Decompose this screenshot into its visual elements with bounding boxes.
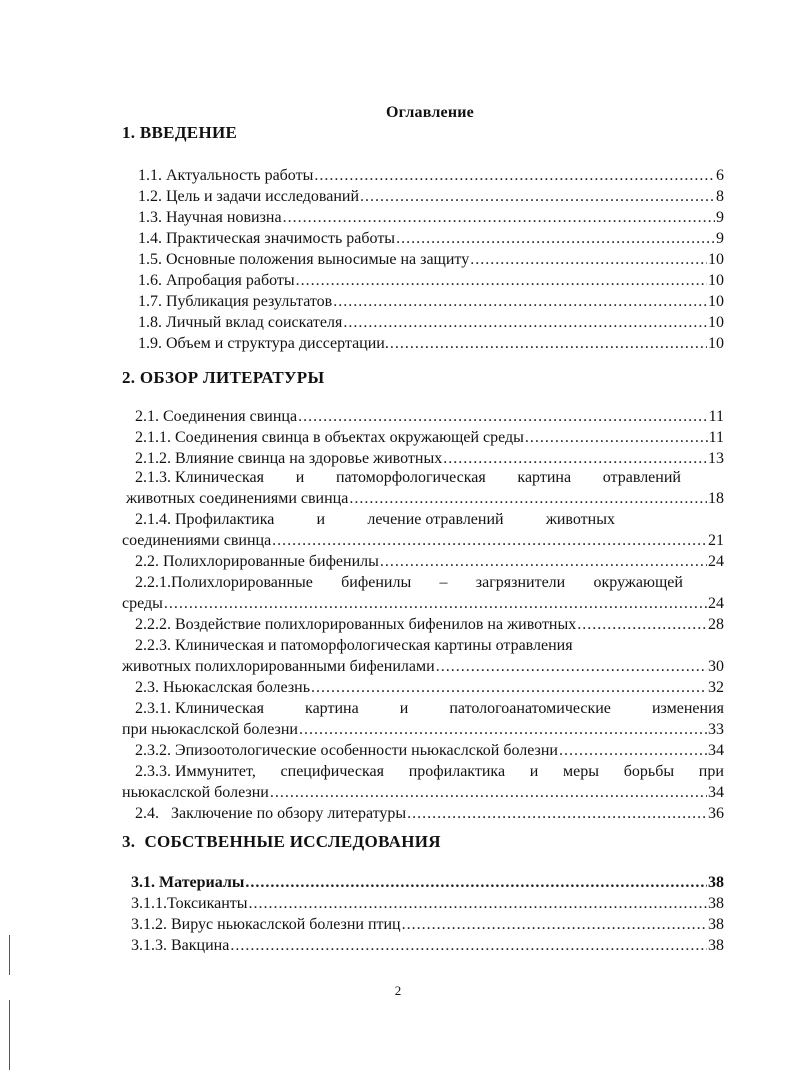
toc-entry-wrapped-line[interactable]: 2.3.1. Клиническая картина и патологоанатомические изменения [135, 700, 724, 717]
toc-entry[interactable] [135, 678, 724, 698]
toc-entry-page: 11 [708, 429, 724, 446]
page-number: 2 [394, 983, 402, 998]
toc-entry[interactable] [138, 271, 724, 291]
toc-entry-label: при ньюкаслской болезни [122, 721, 298, 738]
toc-entry-label: 1.3. Научная новизна [138, 209, 282, 226]
toc-entry[interactable] [131, 873, 724, 893]
toc-entry[interactable] [135, 804, 724, 824]
toc-entry-page: 11 [708, 408, 724, 425]
toc-entry-label: 3.1. Материалы [131, 874, 245, 891]
toc-entry-page: 10 [708, 335, 724, 352]
toc-entry-label: 1.4. Практическая значимость работы [138, 230, 396, 247]
toc-entry[interactable] [131, 894, 724, 914]
toc-entry[interactable] [135, 741, 724, 761]
toc-entry-wrapped-line[interactable]: 2.1.3. Клиническая и патоморфологическая картина отравлений [135, 469, 681, 486]
toc-entry-label: 1.2. Цель и задачи исследований [138, 188, 360, 205]
toc-entry-label: 2.3. Ньюкаслская болезнь [135, 679, 311, 696]
toc-entry[interactable] [135, 428, 724, 448]
toc-entry[interactable] [122, 657, 724, 677]
toc-entry-label: 1.8. Личный вклад соискателя [138, 314, 343, 331]
toc-entry-label: 2.2. Полихлорированные бифенилы [135, 553, 379, 570]
toc-entry-label: 1.1. Актуальность работы [138, 167, 314, 184]
toc-entry-page: 10 [708, 314, 724, 331]
toc-entry-wrapped-line[interactable]: 2.3.3. Иммунитет, специфическая профилактика и меры борьбы при [135, 763, 724, 780]
toc-entry[interactable] [122, 594, 724, 614]
section-heading-literature-review: 2. ОБЗОР ЛИТЕРАТУРЫ [122, 368, 325, 387]
toc-entry-page: 30 [708, 658, 724, 675]
toc-entry-label: ньюкаслской болезни [122, 784, 269, 801]
toc-entry-page: 10 [708, 272, 724, 289]
toc-entry-page: 24 [708, 553, 724, 570]
toc-entry-page: 9 [716, 209, 724, 226]
toc-entry-page: 38 [708, 895, 724, 912]
toc-entry-page: 32 [708, 679, 724, 696]
scan-margin-mark [9, 935, 10, 975]
toc-entry-page: 38 [708, 937, 724, 954]
toc-entry-label: 1.9. Объем и структура диссертации. [138, 335, 389, 352]
toc-entry-label: 2.4. Заключение по обзору литературы [135, 805, 407, 822]
toc-entry-page: 13 [708, 450, 724, 467]
section-heading-introduction: 1. ВВЕДЕНИЕ [122, 123, 238, 142]
toc-entry-page: 34 [708, 742, 724, 759]
toc-title: Оглавление [386, 104, 474, 121]
toc-entry-label: 3.1.2. Вирус ньюкаслской болезни птиц [131, 916, 401, 933]
toc-entry[interactable] [138, 292, 724, 312]
section-heading-own-research: 3. СОБСТВЕННЫЕ ИССЛЕДОВАНИЯ [122, 832, 441, 851]
toc-entry-label: 1.7. Публикация результатов [138, 293, 333, 310]
toc-entry[interactable] [138, 166, 724, 186]
toc-entry-page: 10 [708, 293, 724, 310]
toc-entry-page: 18 [708, 490, 724, 507]
toc-entry-label: 3.1.3. Вакцина [131, 937, 230, 954]
toc-entry-label: 2.2.2. Воздействие полихлорированных бифенилов на животных [135, 616, 577, 633]
toc-entry-page: 21 [708, 532, 724, 549]
toc-entry-wrapped-line[interactable]: 2.1.4. Профилактика и лечение отравлений животных [135, 511, 615, 528]
toc-entry-page: 10 [708, 251, 724, 268]
toc-entry[interactable] [131, 915, 724, 935]
toc-entry[interactable] [138, 334, 724, 354]
toc-entry[interactable] [138, 208, 724, 228]
toc-entry-page: 34 [708, 784, 724, 801]
toc-entry[interactable] [122, 783, 724, 803]
toc-entry-page: 38 [708, 874, 724, 891]
toc-entry[interactable] [135, 552, 724, 572]
toc-entry[interactable] [126, 489, 724, 509]
toc-entry-page: 6 [716, 167, 724, 184]
toc-entry-label: 1.5. Основные положения выносимые на защиту [138, 251, 470, 268]
toc-entry-page: 24 [708, 595, 724, 612]
toc-entry[interactable] [138, 250, 724, 270]
toc-entry[interactable] [122, 720, 724, 740]
toc-entry-page: 33 [708, 721, 724, 738]
toc-entry-label: 2.1.2. Влияние свинца на здоровье животных [135, 450, 443, 467]
toc-entry[interactable] [122, 531, 724, 551]
toc-entry-label: 2.1.1. Соединения свинца в объектах окружающей среды [135, 429, 524, 446]
toc-entry[interactable] [135, 407, 724, 427]
scan-margin-mark [9, 1000, 10, 1070]
toc-entry-wrapped-line[interactable]: 2.2.1.Полихлорированные бифенилы – загрязнители окружающей [135, 574, 683, 591]
toc-entry[interactable] [138, 229, 724, 249]
toc-entry-page: 38 [708, 916, 724, 933]
toc-entry[interactable] [135, 449, 724, 469]
toc-entry[interactable] [138, 187, 724, 207]
toc-entry-label: животных полихлорированными бифенилами [122, 658, 435, 675]
toc-entry-label: 2.1. Соединения свинца [135, 408, 298, 425]
toc-entry-page: 36 [708, 805, 724, 822]
toc-entry-page: 8 [716, 188, 724, 205]
toc-entry-label: 1.6. Апробация работы [138, 272, 295, 289]
toc-entry[interactable] [135, 615, 724, 635]
toc-entry-label: 2.3.2. Эпизоотологические особенности ньюкаслской болезни [135, 742, 558, 759]
toc-entry-label: 3.1.1.Токсиканты [131, 895, 248, 912]
toc-entry-page: 9 [716, 230, 724, 247]
toc-entry-label: животных соединениями свинца [126, 490, 349, 507]
toc-entry-label: соединениями свинца [122, 532, 272, 549]
toc-entry-page: 28 [708, 616, 724, 633]
toc-entry-wrapped-line[interactable]: 2.2.3. Клиническая и патоморфологическая картины отравления [135, 637, 573, 654]
toc-entry-label: среды [122, 595, 163, 612]
toc-entry[interactable] [138, 313, 724, 333]
toc-entry[interactable] [131, 936, 724, 956]
